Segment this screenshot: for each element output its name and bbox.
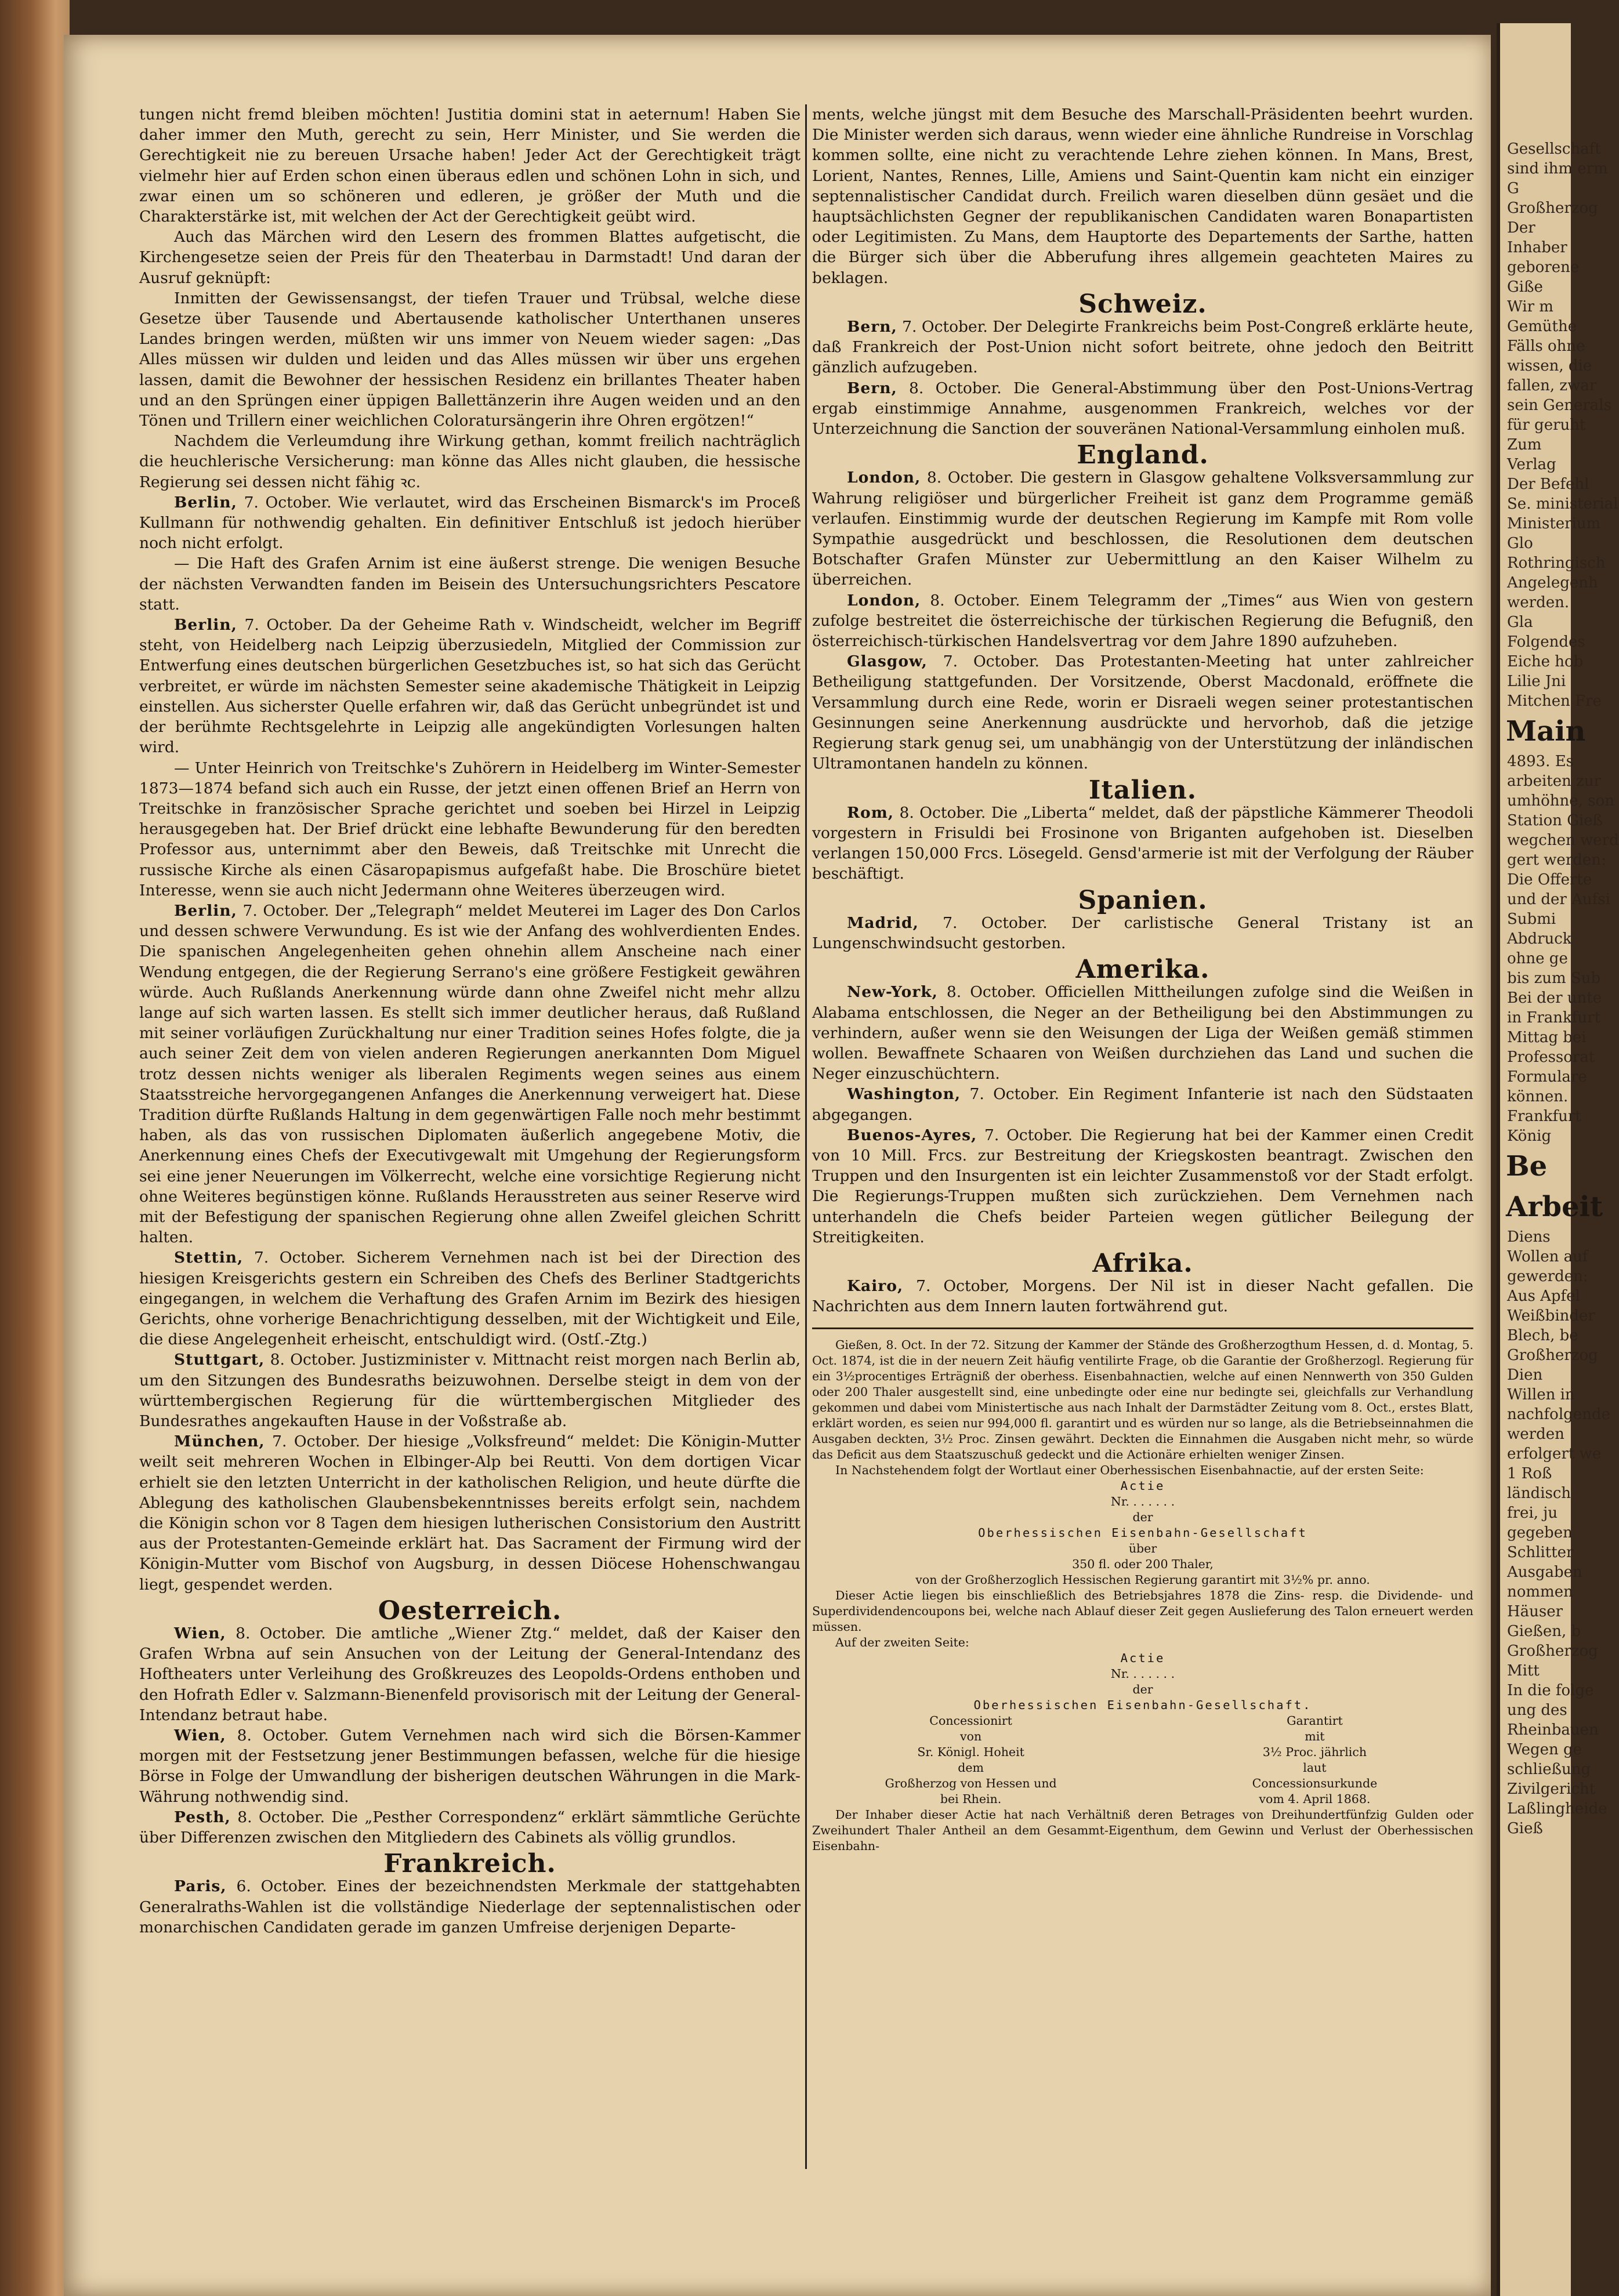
news-item-paris-continued: ments, welche jüngst mit dem Besuche des Marschall-Präsidenten beehrt wurden. Die Minister werden sich daraus, wenn wieder eine ähnliche Rundreise in Vorschlag kommen sollte, eine nicht zu verachtende Lehre ziehen können. In Mans, Brest, Lorient, Nantes, Rennes, Lille, Amiens und Saint-Quentin kam nicht ein einziger septennalistischer Candidat durch. Freilich waren dieselben dünn gesäet und die hauptsächlichsten Gegner der republikanischen Candidaten waren Bonapartisten oder Legitimisten. Zu Mans, dem Hauptorte des Departements der Sarthe, hatten die Bürger sich über die Abberufung ihres allgemein geachteten Maires zu beklagen.: [812, 106, 1473, 287]
adjacent-page-line: G: [1507, 180, 1519, 197]
article-paragraph: Auch das Märchen wird den Lesern des frommen Blattes aufgetischt, die Kirchengesetze seien der Preis für den Theaterbau in Darmstadt! Und daran der Ausruf geknüpft:: [139, 228, 801, 287]
news-text: 8. October. Officiellen Mittheilungen zufolge sind die Weißen in Alabama entschlossen, die Neger an der Betheiligung bei den Abstimmungen zu verhindern, außer wenn sie den Weisungen der Liga der Weißen gemäß stimmen wollen. Bewaffnete Schaaren von Weißen durchziehen das Land und suchen die Neger einzuschüchtern.: [812, 983, 1473, 1083]
adjacent-page-line: umhöhne, son: [1507, 792, 1614, 810]
news-item-washington: [812, 1084, 1473, 1125]
adjacent-page-line: Wir m: [1507, 298, 1553, 315]
news-item-wien: [139, 1725, 801, 1807]
giessen-intro: In Nachstehendem folgt der Wortlaut einer Oberhessischen Eisenbahnactie, auf der ersten Seite:: [835, 1463, 1424, 1477]
adjacent-page-line: Der Befehl: [1507, 476, 1589, 493]
dateline-place: Stuttgart,: [174, 1351, 265, 1369]
share-company: Oberhessischen Eisenbahn-Gesellschaft: [978, 1525, 1307, 1540]
share-title: Actie: [1120, 1478, 1165, 1493]
adjacent-page-line: Der: [1507, 219, 1535, 237]
adjacent-page-line: Gieß: [1507, 1820, 1543, 1837]
news-item-paris: [139, 1876, 801, 1938]
article-paragraph: Nachdem die Verleumdung ihre Wirkung gethan, kommt freilich nachträglich die heuchlerische Versicherung: man könne das Alles nicht glauben, die hessische Regierung sei dessen nicht fähig ꝛc.: [139, 432, 801, 491]
news-text: 7. October, Morgens. Der Nil ist in dieser Nacht gefallen. Die Nachrichten aus dem Innern lauten fortwährend gut.: [812, 1277, 1473, 1316]
book-spine: [0, 0, 70, 2296]
dateline-place: London,: [847, 591, 921, 610]
adjacent-page-line: Rheinbauen: [1507, 1721, 1599, 1739]
adjacent-page-line: erfolgert we: [1507, 1445, 1602, 1463]
news-text: 7. October. Der carlistische General Tristany ist an Lungenschwindsucht gestorben.: [812, 913, 1473, 952]
adjacent-page-line: gegeben: [1507, 1524, 1573, 1541]
giessen-report: Gießen, 8. Oct. In der 72. Sitzung der Kammer der Stände des Großherzogthum Hessen, d. d. Montag, 5. Oct. 1874, ist die in der neuern Zeit häufig ventilirte Frage, ob die Garantie der Großherzogl. Regierung für ein 3½procentiges Erträgniß der oberhess. Eisenbahnactien, welche auf einen Nennwerth von 350 Gulden oder 200 Thaler ausgestellt sind, eine unbedingte oder eine nur bedingte sei, gleichfalls zur Verhandlung gekommen und dabei vom Ministertische aus nach Inhalt der Darmstädter Zeitung vom 8. Oct., erstes Blatt, erklärt worden, es seien nur 994,000 fl. garantirt und es würden nur so lange, als die Betriebseinnahmen die Ausgaben deckten, 3½ Proc. Zinsen gewährt. Deckten die Einnahmen die Ausgaben nicht mehr, so würde das Deficit aus dem Staatszuschuß gedeckt und die Actionäre erhielten weniger Zinsen.: [812, 1337, 1473, 1461]
news-text: 7. October. Sicherem Vernehmen nach ist bei der Direction des hiesigen Kreisgerichts gestern ein Schreiben des Chefs des Berliner Stadtgerichts eingegangen, in welchem die Verhaftung des Grafen Arnim im Bezirk des hiesigen Gerichts, ohne vorherige Benachrichtigung desselben, mit der Wichtigkeit und Eile, die diese Angelegenheit erheischt, entschuldigt wird. (Ostſ.-Ztg.): [139, 1249, 801, 1349]
adjacent-page-line: Bei der unte: [1507, 989, 1602, 1007]
section-rule: [812, 1327, 1473, 1329]
adjacent-page-line: sein Generals: [1507, 397, 1611, 414]
adjacent-page-heading: Arbeit: [1506, 1191, 1603, 1223]
news-item-stuttgart: [139, 1350, 801, 1431]
adjacent-page-line: Großherzog: [1507, 200, 1598, 217]
adjacent-page-line: in Frankfurt: [1507, 1009, 1601, 1027]
adjacent-page-line: In die folge: [1507, 1682, 1594, 1699]
adjacent-page-line: Die Offerte: [1507, 871, 1592, 888]
dateline-place: Pesth,: [174, 1808, 231, 1826]
share2-title: Actie: [1120, 1651, 1165, 1665]
adjacent-page-line: Ausgaben: [1507, 1564, 1582, 1581]
adjacent-page-line: fallen, zwar: [1507, 377, 1597, 394]
adjacent-page-line: Giße: [1507, 278, 1543, 296]
adjacent-page-line: bis zum Sub: [1507, 970, 1601, 987]
dateline-place: Glasgow,: [847, 652, 928, 671]
section-heading-frankreich: Frankreich.: [383, 1849, 556, 1879]
adjacent-page-line: Submi: [1507, 911, 1556, 928]
second-side-label: Auf der zweiten Seite:: [835, 1635, 969, 1649]
adjacent-page-line: Aus Apfel: [1507, 1287, 1580, 1305]
share-note: Dieser Actie liegen bis einschließlich des Betriebsjahres 1878 die Zins- resp. die Dividende- und Superdividendencoupons bei, welche nach Ablauf dieser Zeit gegen Auslieferung des Talon erneuert werden müssen.: [812, 1588, 1473, 1634]
news-item-buenos-ayres: [812, 1125, 1473, 1247]
section-heading-oesterreich: Oesterreich.: [378, 1595, 562, 1626]
share-amount: 350 fl. oder 200 Thaler,: [1072, 1557, 1214, 1571]
adjacent-page-line: nommen: [1507, 1583, 1573, 1601]
news-item-madrid: [812, 913, 1473, 953]
news-item-berlin: [139, 901, 801, 1247]
news-item-pesth: [139, 1807, 801, 1848]
news-item-berlin-addendum: — Die Haft des Grafen Arnim ist eine äußerst strenge. Die wenigen Besuche der nächsten Verwandten fanden im Beisein des Untersuchungsrichters Pescatore statt.: [139, 554, 801, 614]
adjacent-page-line: Se. ministerial: [1507, 495, 1618, 513]
news-item-london: [812, 590, 1473, 652]
adjacent-page-line: Fälls ohne: [1507, 338, 1585, 355]
dateline-place: Buenos-Ayres,: [847, 1126, 977, 1144]
news-text: 8. October. Einem Telegramm der „Times“ aus Wien von gestern zufolge bestreitet die österreichische der türkischen Regierung die Befugniß, den österreichisch-türkischen Handelsvertrag vor dem Jahre 1890 aufzuheben.: [812, 591, 1473, 651]
adjacent-page-line: König: [1507, 1127, 1552, 1145]
news-text: 7. October. Das Protestanten-Meeting hat unter zahlreicher Betheiligung stattgefunden. Der Vorsitzende, Oberst Macdonald, eröffnete die Versammlung durch eine Rede, worin er Disraeli wegen seiner protestantischen Gesinnungen seine Anerkennung ausdrückte und hervorhob, daß die jetzige Regierung stark genug sei, um unabhängig von der Unterstützung der inländischen Ultramontanen handeln zu können.: [812, 652, 1473, 773]
dateline-place: Berlin,: [174, 493, 237, 512]
news-item-bern: [812, 378, 1473, 440]
adjacent-page-line: Mittag bei: [1507, 1029, 1587, 1046]
adjacent-page-edge: [1497, 23, 1619, 2296]
news-item-bern: [812, 317, 1473, 378]
news-text: 8. October. Die amtliche „Wiener Ztg.“ meldet, daß der Kaiser den Grafen Wrbna auf sein Ansuchen von der Leitung der General-Intendanz des Hoftheaters unter Verleihung des Großkreuzes des Leopolds-Ordens enthoben und den Hofrath Edler v. Salzmann-Bienenfeld provisorisch mit der Leitung der General-Intendanz betraut habe.: [139, 1624, 801, 1724]
adjacent-page-line: Angelegenh: [1507, 574, 1598, 592]
news-text: 8. October. Die „Liberta“ meldet, daß der päpstliche Kämmerer Theodoli vorgestern in Frisuldi bei Frosinone von Briganten aufgehoben ist. Dieselben verlangen 150,000 Frcs. Lösegeld. Gensd'armerie ist mit der Verfolgung der Räuber beschäftigt.: [812, 803, 1473, 883]
adjacent-page-line: ung des: [1507, 1702, 1567, 1719]
news-text: 7. October. Da der Geheime Rath v. Windscheidt, welcher im Begriff steht, von Heidelberg nach Leipzig überzusiedeln, Mitglied der Commission zur Entwerfung eines deutschen bürgerlichen Gesetzbuches ist, so hat sich das Gerücht verbreitet, er würde im nächsten Semester seine akademische Thätigkeit in Leipzig einstellen. Aus sicherster Quelle erfahren wir, daß das Gerücht unbegründet ist und der berühmte Rechtsgelehrte in Leipzig alle angekündigten Vorlesungen halten wird.: [139, 616, 801, 757]
adjacent-page-line: Zivilgericht: [1507, 1780, 1596, 1798]
news-text: 8. October. Die General-Abstimmung über den Post-Unions-Vertrag ergab einstimmige Annahme, ausgenommen Frankreich, welches vor der Unterzeichnung die Sanction der souveränen National-Versammlung einholen muß.: [812, 379, 1473, 438]
adjacent-page-line: gewerden:: [1507, 1268, 1588, 1285]
news-text: 8. October. Justizminister v. Mittnacht reist morgen nach Berlin ab, um den Sitzungen des Bundesraths beizuwohnen. Derselbe steigt in dem von der württembergischen Regierung für die württembergischen Mitglieder des Bundesrathes angekauften Hause in der Voßstraße ab.: [139, 1351, 801, 1430]
news-item-berlin-addendum: — Unter Heinrich von Treitschke's Zuhörern in Heidelberg im Winter-Semester 1873—1874 befand sich auch ein Russe, der jetzt einen offenen Brief an Herrn von Treitschke in französischer Sprache gerichtet und soeben bei Hirzel in Leipzig herausgegeben hat. Der Brief drückt eine lebhafte Bewunderung für den beredten Professor aus, unternimmt aber den Beweis, daß Treitschke mit Unrecht die russische Kirche als einen Cäsaropapismus aufgefaßt habe. Die Broschüre bietet Interesse, wenn sie auch nicht Jedermann ohne Weiteres überzeugen wird.: [139, 759, 801, 899]
adjacent-page-line: 4893. Es: [1507, 753, 1574, 770]
share2-bottom: Der Inhaber dieser Actie hat nach Verhältniß deren Betrages von Dreihundertfünfzig Gulden oder Zweihundert Thaler Antheil an dem Gesammt-Eigenthum, dem Gewinn und Verlust der Oberhessischen Eisenbahn-: [812, 1807, 1473, 1853]
dateline-place: Kairo,: [847, 1277, 904, 1296]
adjacent-page-line: Großherzog: [1507, 1642, 1598, 1660]
adjacent-page-line: 1 Roß: [1507, 1465, 1552, 1482]
news-text: 8. October. Gutem Vernehmen nach wird sich die Börsen-Kammer morgen mit der Festsetzung jener Bestimmungen befassen, welche für die hiesige Börse in Folge der Umwandlung der bisherigen deutschen Währungen in die Mark-Währung nothwendig sind.: [139, 1726, 801, 1806]
dateline-place: Wien,: [174, 1624, 226, 1643]
news-text: 8. October. Die gestern in Glasgow gehaltene Volksversammlung zur Wahrung religiöser und bürgerlicher Freiheit ist ganz dem Programme gemäß verlaufen. Einstimmig wurde der deutschen Regierung im Kampfe mit Rom volle Sympathie ausgedrückt und beschlossen, die Resolutionen dem deutschen Botschafter Grafen Münster zur Uebermittlung an den Kaiser Wilhelm zu überreichen.: [812, 469, 1473, 589]
section-heading-italien: Italien.: [1088, 775, 1197, 805]
share-guarantee: von der Großherzoglich Hessischen Regierung garantirt mit 3½% pr. anno.: [915, 1572, 1370, 1587]
dateline-place: Stettin,: [174, 1249, 244, 1267]
adjacent-page-line: nachfolgende: [1507, 1406, 1610, 1423]
adjacent-page-line: ohne ge: [1507, 950, 1568, 967]
adjacent-page-line: Mitt: [1507, 1662, 1540, 1680]
adjacent-page-line: Häuser: [1507, 1603, 1563, 1620]
news-text: 6. October. Eines der bezeichnendsten Merkmale der stattgehabten Generalraths-Wahlen ist die vollständige Niederlage der septennalistischen oder monarchischen Candidaten gerade im ganzen Umfreise derjenigen Departe-: [139, 1877, 801, 1936]
adjacent-page-line: geborene: [1507, 259, 1580, 276]
share2-guarantee: Garantirt mit 3½ Proc. jährlich laut Concessionsurkunde vom 4. April 1868.: [1252, 1713, 1378, 1806]
share2-concession: Concessionirt von Sr. Königl. Hoheit dem Großherzog von Hessen und bei Rhein.: [885, 1713, 1057, 1806]
dateline-place: Berlin,: [174, 616, 237, 634]
news-item-rom: [812, 803, 1473, 884]
adjacent-page-line: Professorat: [1507, 1049, 1595, 1066]
adjacent-page-line: gert werden:: [1507, 851, 1606, 869]
dateline-place: New-York,: [847, 983, 938, 1002]
dateline-place: Washington,: [847, 1085, 961, 1104]
adjacent-page-line: Gemüthe: [1507, 318, 1577, 335]
adjacent-page-fragments: [1500, 139, 1618, 711]
dateline-place: Rom,: [847, 803, 894, 822]
section-heading-schweiz: Schweiz.: [1078, 289, 1207, 319]
news-item-newyork: [812, 982, 1473, 1084]
adjacent-page-heading: Be: [1506, 1150, 1548, 1183]
article-paragraph: tungen nicht fremd bleiben möchten! Justitia domini stat in aeternum! Haben Sie daher immer den Muth, gerecht zu sein, Herr Minister, und Sie werden die Gerechtigkeit nie zu bereuen Ursache haben! Jeder Act der Gerechtigkeit trägt vielmehr hier auf Erden schon einen überaus edlen und schönen Lohn in sich, und zwar einen um so schöneren und edleren, je größer der Muth und die Charakterstärke ist, mit welchen der Act der Gerechtigkeit geübt wird.: [139, 106, 801, 226]
dateline-place: Bern,: [847, 379, 897, 397]
adjacent-page-line: wissen, die: [1507, 357, 1592, 375]
share2-company: Oberhessischen Eisenbahn-Gesellschaft.: [973, 1697, 1312, 1712]
adjacent-page-line: sind ihm erm: [1507, 160, 1608, 177]
adjacent-page-line: werden.: [1507, 594, 1570, 611]
dateline-place: Madrid,: [847, 913, 919, 932]
news-item-kairo: [812, 1276, 1473, 1316]
adjacent-page-line: Weißbinder: [1507, 1307, 1595, 1325]
adjacent-page-line: werden: [1507, 1426, 1564, 1443]
adjacent-page-line: für geruht: [1507, 416, 1586, 434]
adjacent-page-line: Blech, be: [1507, 1327, 1578, 1344]
adjacent-page-line: Station Gieß: [1507, 812, 1603, 829]
adjacent-page-line: schließung: [1507, 1761, 1591, 1778]
section-heading-afrika: Afrika.: [1092, 1248, 1193, 1278]
adjacent-page-line: Mitchen Fre: [1507, 692, 1602, 710]
adjacent-page-line: wegchen werd: [1507, 832, 1619, 849]
share2-der: der: [1132, 1682, 1153, 1696]
adjacent-page-line: Abdruck: [1507, 930, 1572, 948]
adjacent-page-line: Eiche hob: [1507, 653, 1584, 670]
adjacent-page-line: Wegen ge: [1507, 1741, 1582, 1758]
adjacent-page-fragments: [1500, 1227, 1610, 1838]
article-quote: Inmitten der Gewissensangst, der tiefen Trauer und Trübsal, welche diese Gesetze über Tausende und Abertausende katholischer Unterthanen unseres Landes bringen werden, müßten wir uns immer von Neuem wieder sagen: „Das Alles müssen wir dulden und leiden und das Alles müssen wir über uns ergehen lassen, damit die Bewohner der hessischen Residenz ein brillantes Theater haben und an den Sprüngen einer üppigen Ballettänzerin ihre Augen weiden und an den Tönen und Trillern einer weichlichen Coloratursängerin ihre Ohren ergötzen!“: [139, 289, 801, 430]
adjacent-page-line: Diens: [1507, 1228, 1551, 1246]
column-divider: [805, 104, 807, 2169]
adjacent-page-line: Schlitter: [1507, 1544, 1574, 1561]
adjacent-page-line: Dien: [1507, 1366, 1543, 1384]
adjacent-page-line: können.: [1507, 1088, 1569, 1105]
adjacent-page-line: Laßlingheide: [1507, 1800, 1607, 1818]
dateline-place: Berlin,: [174, 901, 237, 920]
adjacent-page-line: Zum: [1507, 436, 1542, 454]
dateline-place: München,: [174, 1432, 265, 1451]
adjacent-page-line: Willen in: [1507, 1386, 1575, 1403]
news-item-berlin: [139, 615, 801, 757]
adjacent-page-line: Inhaber: [1507, 239, 1567, 256]
adjacent-page-line: Gießen, b: [1507, 1623, 1581, 1640]
share-number: Nr. . . . . . .: [1110, 1494, 1175, 1508]
share2-details: [812, 1713, 1473, 1807]
right-column: [812, 104, 1473, 1854]
adjacent-page-line: Lilie Jni: [1507, 673, 1566, 690]
adjacent-page-line: frei, ju: [1507, 1504, 1558, 1522]
news-text: 7. October. Wie verlautet, wird das Erscheinen Bismarck's im Proceß Kullmann für nothwendig gehalten. Ein definitiver Entschluß ist jedoch hierüber noch nicht erfolgt.: [139, 493, 801, 553]
adjacent-page-line: Ministerium: [1507, 515, 1601, 532]
dateline-place: Bern,: [847, 318, 897, 336]
section-heading-spanien: Spanien.: [1078, 885, 1208, 915]
news-text: 7. October. Der Delegirte Frankreichs beim Post-Congreß erklärte heute, daß Frankreich der Post-Union nicht sofort beitrete, ohne jedoch den Beitritt gänzlich aufzugeben.: [812, 318, 1473, 377]
share-ueber: über: [1128, 1541, 1157, 1555]
adjacent-page-line: Formulare: [1507, 1068, 1587, 1086]
news-item-london: [812, 467, 1473, 590]
adjacent-page-line: Rothringisch: [1507, 554, 1606, 572]
adjacent-page-line: und der Aufsi: [1507, 891, 1610, 908]
news-item-muenchen: [139, 1431, 801, 1595]
adjacent-page-fragments: [1500, 752, 1619, 1146]
adjacent-page-line: Großherzog: [1507, 1347, 1598, 1364]
news-item-glasgow: [812, 651, 1473, 774]
local-news-giessen: [812, 1337, 1473, 1854]
news-text: 7. October. Der „Telegraph“ meldet Meuterei im Lager des Don Carlos und dessen schwere Verwundung. Es ist wie der Anfang des wohlverdienten Endes. Die spanischen Angelegenheiten gehen ohnehin allem Anscheine nach einer Wendung entgegen, die der Regierung Serrano's eine größere Festigkeit gewähren würde. Auch Rußlands Anerkennung würde dann ohne Zweifel nicht mehr allzu lange auf sich warten lassen. Es stellt sich immer deutlicher heraus, daß Rußland mit seiner vorläufigen Zurückhaltung nur einer Tradition seines Hofes folgte, die ja auch seiner Zeit dem von vielen anderen Regierungen anerkannten Dom Miguel trotz dessen nichts weniger als liberalen Regiments wegen seines aus einem Staatsstreiche hervorgegangenen Anfanges die Anerkennung verweigert hat. Diese Tradition dürfte Rußlands Haltung in dem gegenwärtigen Falle noch mehr bestimmt haben, als das von russischen Diplomaten äußerlich angegebene Motiv, die Anerkennung eines Chefs der Executivgewalt mit Umgehung der Regierungsform sei eine jener Neuerungen im Völkerrecht, welche eine vorsichtige Regierung nicht ohne Weiteres begünstigen könne. Rußlands Herausstreten aus seiner Reserve wird mit der Befestigung der spanischen Regierung ohne allen Zweifel gleichen Schritt halten.: [139, 901, 801, 1247]
news-text: 7. October. Ein Regiment Infanterie ist nach den Südstaaten abgegangen.: [812, 1085, 1473, 1124]
dateline-place: Paris,: [174, 1877, 227, 1896]
adjacent-page-line: Frankfurt: [1507, 1108, 1581, 1125]
adjacent-page-line: ländisch: [1507, 1485, 1571, 1502]
news-item-wien: [139, 1623, 801, 1725]
section-heading-england: England.: [1077, 440, 1209, 470]
adjacent-page-heading: Main: [1506, 715, 1586, 748]
adjacent-page-line: Folgendes: [1507, 633, 1585, 651]
news-text: 8. October. Die „Pesther Correspondenz“ erklärt sämmtliche Gerüchte über Differenzen zwischen den Mitgliedern des Cabinets als völlig grundlos.: [139, 1808, 801, 1847]
news-text: 7. October. Die Regierung hat bei der Kammer einen Credit von 10 Mill. Frcs. zur Bestreitung der Kriegskosten beantragt. Zwischen den Truppen und den Insurgenten ist ein leichter Zusammenstoß vor der Stadt erfolgt. Die Regierungs-Truppen mußten sich zurückziehen. Dem Vernehmen nach unterhandeln die Chefs beider Parteien wegen gütlicher Beilegung der Streitigkeiten.: [812, 1126, 1473, 1246]
share2-number: Nr. . . . . . .: [1110, 1666, 1175, 1681]
news-item-berlin: [139, 492, 801, 554]
adjacent-page-line: Wollen auf: [1507, 1248, 1588, 1265]
adjacent-page-line: Glo: [1507, 535, 1533, 552]
share-der: der: [1132, 1510, 1153, 1524]
adjacent-page-line: Gesellschaft: [1507, 140, 1601, 158]
adjacent-page-line: Verlag: [1507, 456, 1556, 473]
dateline-place: Wien,: [174, 1726, 226, 1745]
left-column: [139, 104, 801, 1938]
dateline-place: London,: [847, 469, 921, 487]
news-text: 7. October. Der hiesige „Volksfreund“ meldet: Die Königin-Mutter weilt seit mehreren Wochen in Elbinger-Alp bei Reutti. Von dem dortigen Vicar erhielt sie den letzten Unterricht in der katholischen Religion, und heute dürfte die Ablegung des katholischen Glaubensbekenntnisses bereits erfolgt sein, nachdem die Königin schon vor 8 Tagen dem hiesigen lutherischen Consistorium den Austritt aus der Protestanten-Gemeinde erklärt hat. Das Sacrament der Firmung wird der Königin-Mutter vom Bischof von Augsburg, in dessen Diöcese Hohenschwangau liegt, gespendet werden.: [139, 1432, 801, 1594]
news-item-stettin: [139, 1247, 801, 1350]
section-heading-amerika: Amerika.: [1075, 955, 1210, 985]
adjacent-page-line: arbeiten zur: [1507, 772, 1601, 790]
adjacent-page-line: Gla: [1507, 614, 1533, 631]
